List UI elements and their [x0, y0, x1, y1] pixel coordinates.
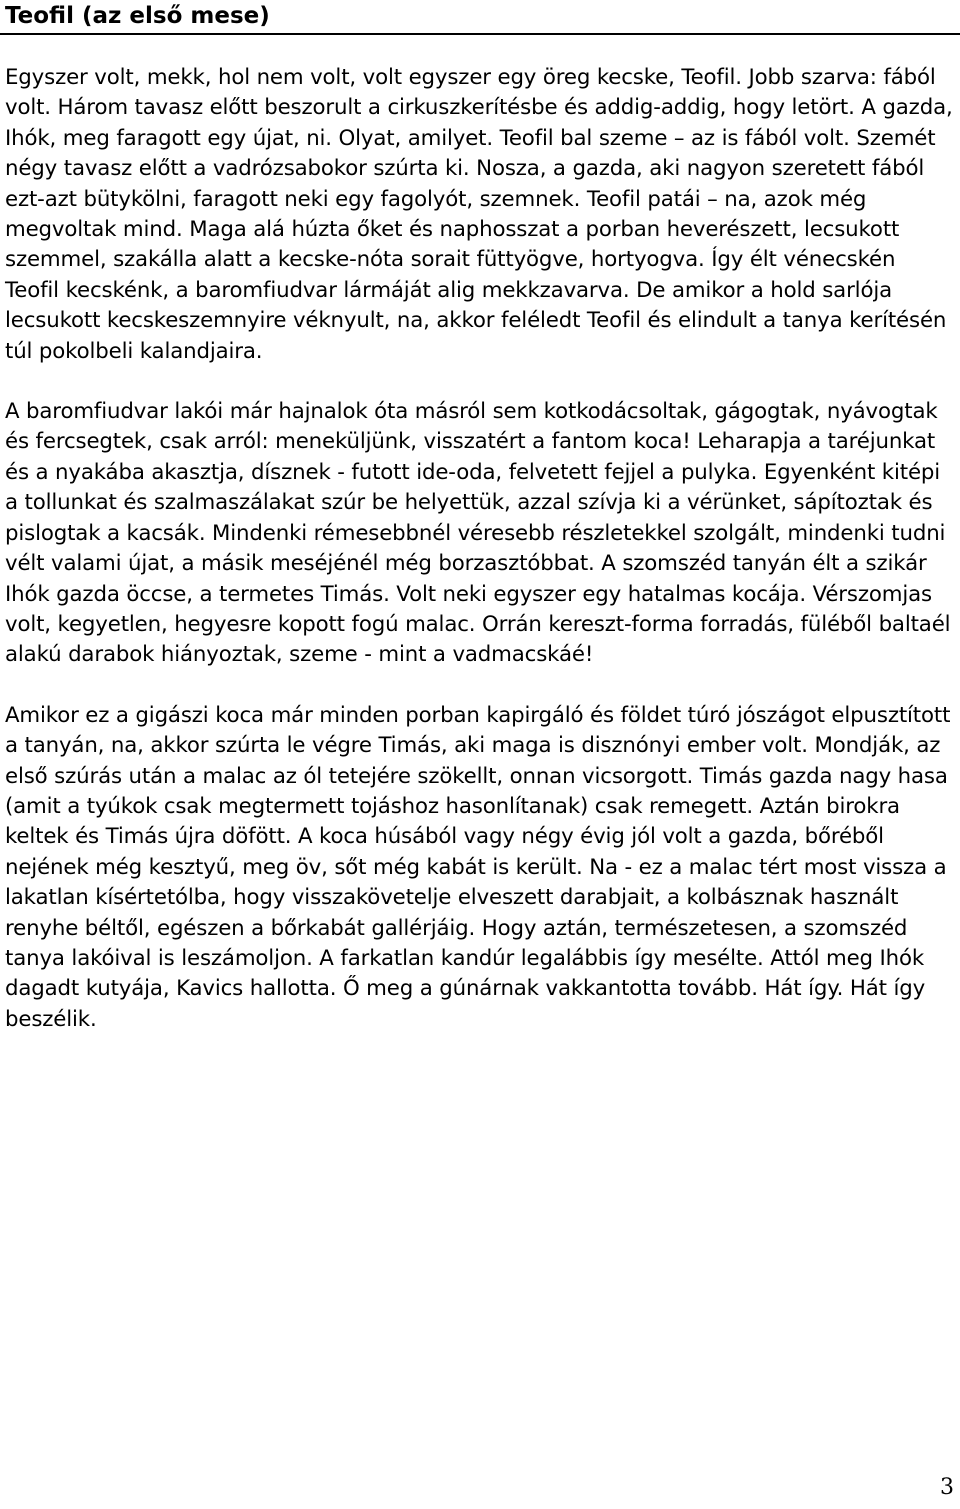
document-title: Teofil (az első mese) [5, 3, 270, 29]
title-divider [0, 33, 960, 35]
paragraph-2: A baromfiudvar lakói már hajnalok óta másról sem kotkodácsoltak, gágogtak, nyávogtak és fercsegtek, csak arról: meneküljünk, visszatért a fantom koca! Leharapja a taréjunkat és a nyakába akasztja, dísznek - futott ide-oda, felvetett fejjel a pulyka. Egyenként kitépi a tollunkat és szalmaszálakat szúr be helyettük, azzal szívja ki a vérünket, sápítoztak és pislogtak a kacsák. Mindenki rémesebbnél véresebb részletekkel szolgált, mindenki tudni vélt valami újat, a másik meséjénél még borzasztóbbat. A szomszéd tanyán élt a szikár Ihók gazda öccse, a termetes Timás. Volt neki egyszer egy hatalmas kocája. Vérszomjas volt, kegyetlen, hegyesre kopott fogú malac. Orrán kereszt-forma forradás, füléből baltaél alakú darabok hiányoztak, szeme - mint a vadmacskáé! [5, 399, 951, 668]
document-body [5, 63, 955, 1065]
paragraph-1: Egyszer volt, mekk, hol nem volt, volt egyszer egy öreg kecske, Teofil. Jobb szarva: fából volt. Három tavasz előtt beszorult a cirkuszkerítésbe és addig-addig, hogy letört. A gazda, Ihók, meg faragott egy újat, ni. Olyat, amilyet. Teofil bal szeme – az is fából volt. Szemét négy tavasz előtt a vadrózsabokor szúrta ki. Nosza, a gazda, aki nagyon szeretett fából ezt-azt bütykölni, faragott neki egy fagolyót, szemnek. Teofil patái – na, azok még megvoltak mind. Maga alá húzta őket és naphosszat a porban heverészett, lecsukott szemmel, szakálla alatt a kecske-nóta sorait füttyögve, hortyogva. Így élt vénecskén Teofil kecskénk, a baromfiudvar lármáját alig mekkzavarva. De amikor a hold sarlója lecsukott kecskeszemnyire véknyult, na, akkor feléledt Teofil és elindult a tanya kerítésén túl pokolbeli kalandjaira. [5, 65, 953, 364]
paragraph-3: Amikor ez a gigászi koca már minden porban kapirgáló és földet túró jószágot elpusztított a tanyán, na, akkor szúrta le végre Timás, aki maga is disznónyi ember volt. Mondják, az első szúrás után a malac az ól tetejére szökellt, onnan vicsorgott. Timás gazda nagy hasa (amit a tyúkok csak megtermett tojáshoz hasonlítanak) csak remegett. Aztán birokra keltek és Timás újra döfött. A koca húsából vagy négy évig jól volt a gazda, bőréből nejének még kesztyű, meg öv, sőt még kabát is került. Na - ez a malac tért most vissza a lakatlan kísértetólba, hogy visszakövetelje elveszett darabjait, a kolbásznak használt renyhe béltől, egészen a bőrkabát gallérjáig. Hogy aztán, természetesen, a szomszéd tanya lakóival is leszámoljon. A farkatlan kandúr legalábbis így mesélte. Attól meg Ihók dagadt kutyája, Kavics hallotta. Ő meg a gúnárnak vakkantotta tovább. Hát így. Hát így beszélik. [5, 702, 951, 1032]
page-number: 3 [940, 1475, 954, 1500]
